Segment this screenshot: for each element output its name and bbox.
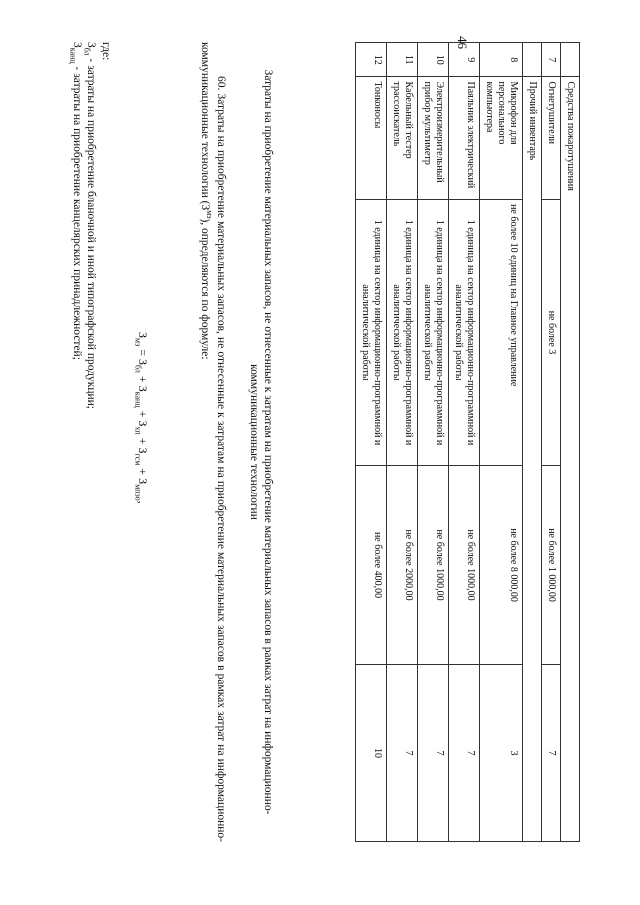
table-row [480,43,523,842]
row-number [561,43,580,77]
table-row [356,43,387,842]
item-term: 7 [418,665,449,842]
paragraph-60-text: 60. Затраты на приобретение материальных запасов, не отнесенные к затратам на приобретение материальных запасов в рамках затрат на информационно-коммуникационные технологии (З [198,42,227,842]
table-row [523,43,542,842]
item-quantity: не более 10 единиц на Главное управление [480,200,523,466]
definition-text: - затраты на приобретение канцелярских принадлежностей; [71,63,83,360]
definition-symbol: З [85,42,97,48]
table-row [418,43,449,842]
item-price: не более 1000,00 [418,465,449,664]
table-row [561,43,580,842]
table-row [449,43,480,842]
definition-text: - затраты на приобретение бланочной и иной типографской продукции; [85,55,97,409]
item-term: 10 [356,665,387,842]
row-number: 7 [542,43,561,77]
formula-term-sub: бл [133,365,143,373]
item-quantity: 1 единица на сектор информационно-программной и аналитической работы [387,200,418,466]
where-label: где: [100,42,112,61]
row-number [523,43,542,77]
item-term: 7 [387,665,418,842]
paragraph-60: 60. Затраты на приобретение материальных запасов, не отнесенные к затратам на приобретение материальных запасов в рамках затрат на информационно-коммуникационные технологии $(З^{мз})$, определяются по формуле: [198,42,227,842]
item-quantity: 1 единица на сектор информационно-программной и аналитической работы [449,200,480,466]
formula-term: З [136,478,150,485]
table-row [542,43,561,842]
formula-term: З [136,447,150,454]
item-price: не более 1000,00 [449,465,480,664]
item-name: Паяльник электрический [449,77,480,200]
item-name: Микрофон для персонального компьютера [480,77,523,200]
row-number: 9 [449,43,480,77]
formula-term: З [136,359,150,366]
page-number: 46 [455,36,470,49]
paragraph-60-end: ), определяются по формуле: [198,218,211,360]
formula-term-sub: мпзо [133,484,143,501]
formula-term-sub: хп [133,426,143,435]
definition-symbol: З [71,42,83,48]
content-block [60,42,580,842]
item-price: не более 1 000,00 [542,465,561,664]
definition-item [69,42,83,360]
item-price: не более 400,00 [356,465,387,664]
formula-term-sub: гсм [133,453,143,466]
item-name: Кабельный тестер трассоискатель [387,77,418,200]
item-name: Тонконосы [356,77,387,200]
item-term: 7 [542,665,561,842]
formula-term-sub: канц [133,391,143,408]
rotated-content [60,42,580,842]
item-quantity: 1 единица на сектор информационно-программной и аналитической работы [356,200,387,466]
item-quantity: не более 3 [542,200,561,466]
definition-sub: бл [82,47,92,56]
item-term: 7 [449,665,480,842]
item-name: Огнетушители [542,77,561,200]
formula-term: З [136,385,150,392]
section-header: Прочий инвентарь [523,77,542,842]
section-header: Средства пожаротушения [561,77,580,842]
row-number: 8 [480,43,523,77]
item-quantity: 1 единица на сектор информационно-программной и аналитической работы [418,200,449,466]
item-price: не более 2000,00 [387,465,418,664]
table-row [387,43,418,842]
definition-sub: канц [68,47,78,64]
formula: $З_{мз} = З_{бл} + З_{канц} + З_{хп} + З_{гсм} + З_{мпзо}$, [133,332,150,504]
row-number: 12 [356,43,387,77]
item-term: 3 [480,665,523,842]
row-number: 11 [387,43,418,77]
item-name: Электроизмерительный прибор мультиметр [418,77,449,200]
specs-table [355,42,580,842]
item-price: не более 8 000,00 [480,465,523,664]
formula-term: З [136,420,150,427]
section-heading: Затраты на приобретение материальных запасов, не отнесенные к затратам на приобретение материальных запасов в рамках затрат на информационно-коммуникационные технологии [247,69,274,815]
formula-lhs: З [136,332,150,339]
row-number: 10 [418,43,449,77]
definition-item [83,42,97,409]
